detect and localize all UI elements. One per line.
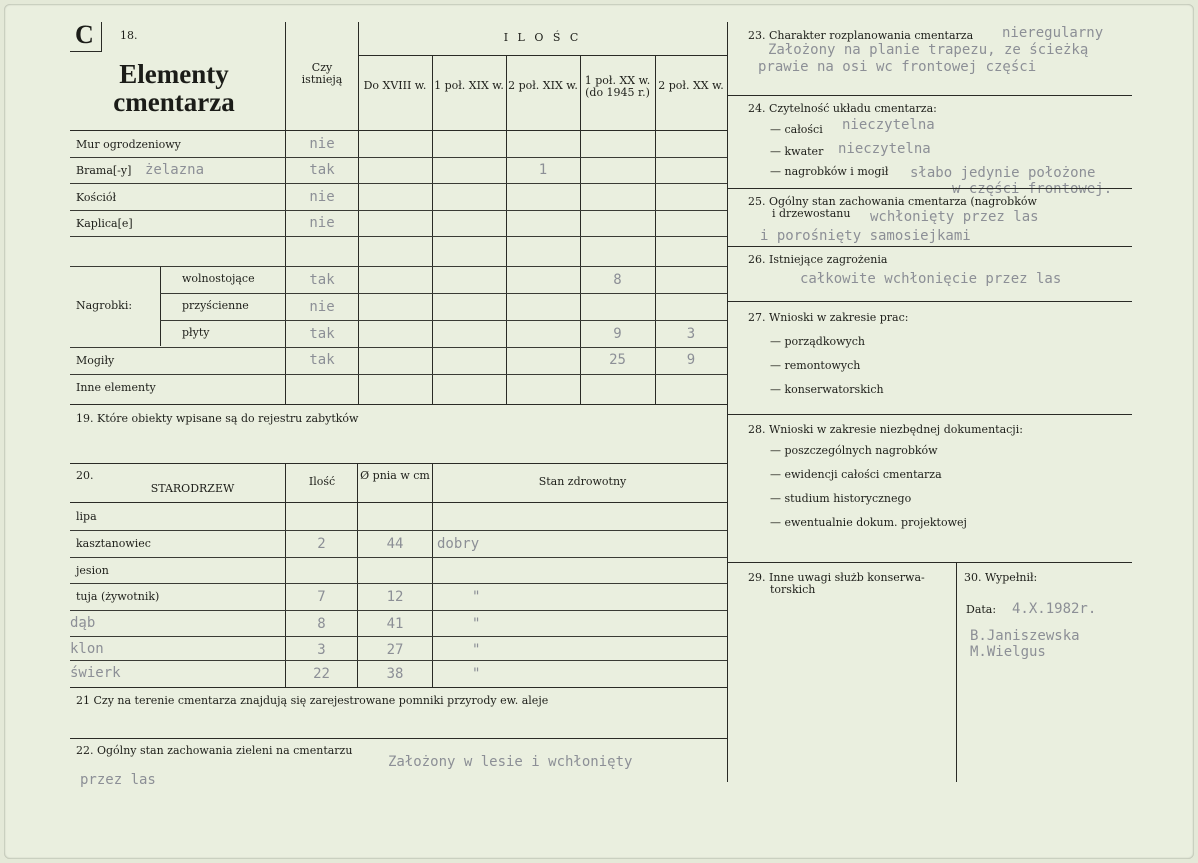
ilosc-header: I L O Ś C	[503, 31, 582, 44]
s27-bottom-rule	[728, 414, 1132, 415]
s29-label1: 29. Inne uwagi służb konserwa-	[748, 571, 925, 584]
s25-label2: i drzewostanu	[772, 207, 851, 220]
s24-label: 24. Czytelność układu cmentarza:	[748, 102, 937, 115]
period-value: 25	[609, 352, 626, 368]
col-line-p5	[655, 56, 656, 404]
s25-label1: 25. Ogólny stan zachowania cmentarza (nagrobków	[748, 195, 1037, 208]
letter-box-right	[101, 22, 102, 52]
tree-ilosc: 2	[317, 536, 326, 552]
header-rule-ilosc	[358, 55, 727, 56]
col-line-p2	[432, 56, 433, 404]
s27-item: — porządkowych	[770, 335, 865, 348]
s25-typed2: i porośnięty samosiejkami	[760, 228, 971, 244]
tree-stan: dobry	[437, 536, 480, 552]
period-value: 9	[686, 352, 696, 368]
row-rule	[70, 236, 727, 237]
title-line2: cmentarza	[113, 87, 235, 118]
element-czy: nie	[309, 215, 335, 231]
s28-label: 28. Wnioski w zakresie niezbędnej dokumentacji:	[748, 423, 1023, 436]
page-center-divider	[727, 22, 728, 782]
tree-row-rule	[70, 610, 727, 611]
mogily-label: Mogiły	[76, 354, 115, 367]
s25-bottom-rule	[728, 246, 1132, 247]
period-header: Do XVIII w.	[363, 79, 427, 92]
col-line-p4	[580, 56, 581, 404]
tree-pien: 12	[386, 589, 404, 605]
tree-row-rule	[70, 583, 727, 584]
s27-item: — konserwatorskich	[770, 383, 884, 396]
tree-row-rule	[70, 557, 727, 558]
s27-item: — remontowych	[770, 359, 861, 372]
element-czy: tak	[309, 162, 335, 178]
s22-typed-line2: przez las	[80, 772, 156, 788]
row-rule	[70, 266, 727, 267]
s24-item-kwater: — kwater	[770, 145, 824, 158]
section-letter: C	[75, 20, 94, 49]
tree-name: tuja (żywotnik)	[76, 590, 160, 603]
s20-bottom-rule	[70, 687, 727, 688]
section-title	[90, 60, 258, 117]
s24-overflow: w części frontowej.	[952, 181, 1113, 197]
s20-header-pien: Ø pnia w cm	[360, 469, 430, 482]
s26-bottom-rule	[728, 301, 1132, 302]
s30-label: 30. Wypełnił:	[964, 571, 1038, 584]
row-rule	[70, 183, 727, 184]
mogily-czy: tak	[309, 352, 335, 368]
s24-value-nagrobkow: słabo jedynie położone	[910, 165, 1096, 181]
row-rule	[160, 293, 727, 294]
s23-bottom-rule	[728, 95, 1132, 96]
s19-bottom-rule	[70, 463, 727, 464]
s23-typed2: Założony na planie trapezu, ze ścieżką	[768, 42, 1089, 58]
tree-pien: 41	[386, 616, 404, 632]
tree-stan: "	[472, 589, 481, 605]
s19-label: 19. Które obiekty wpisane są do rejestru zabytków	[76, 412, 359, 425]
row-rule	[70, 157, 727, 158]
nagrobki-czy: nie	[309, 299, 335, 315]
s22-label: 22. Ogólny stan zachowania zieleni na cmentarzu	[76, 744, 353, 757]
element-label: Kaplica[e]	[76, 217, 133, 230]
period-value: 8	[613, 272, 622, 288]
s20-col-pien-right	[432, 464, 433, 687]
s28-item: — poszczególnych nagrobków	[770, 444, 938, 457]
letter-box-bottom	[70, 51, 102, 52]
element-czy: nie	[309, 136, 335, 152]
s20-header-stan: Stan zdrowotny	[538, 475, 627, 488]
period-header: 1 poł. XX w. (do 1945 r.)	[584, 74, 651, 100]
table-top-rule	[70, 130, 727, 131]
nagrobki-sublabel: przyścienne	[182, 299, 249, 312]
s23-typed3: prawie na osi wc frontowej części	[758, 59, 1037, 75]
s24-item-nagrobkow: — nagrobków i mogił	[770, 165, 889, 178]
s28-item: — ewentualnie dokum. projektowej	[770, 516, 967, 529]
tree-row-rule	[70, 660, 727, 661]
tree-stan: "	[472, 616, 481, 632]
czy-istnieja-header: Czy istnieją	[301, 61, 343, 87]
s20-number: 20.	[76, 469, 94, 482]
element-label: Mur ogrodzeniowy	[76, 138, 181, 151]
s30-date-label: Data:	[966, 603, 997, 616]
s24-item-calosci: — całości	[770, 123, 823, 136]
row-rule	[160, 320, 727, 321]
s27-label: 27. Wnioski w zakresie prac:	[748, 311, 909, 324]
s20-header-ilosc: Ilość	[308, 475, 336, 488]
tree-ilosc: 3	[317, 642, 326, 658]
s21-bottom-rule	[70, 738, 727, 739]
s28-bottom-rule	[728, 562, 1132, 563]
s25-typed1: wchłonięty przez las	[870, 209, 1039, 225]
period-value: 9	[613, 326, 622, 342]
title-line1: Elementy	[119, 59, 229, 89]
tree-row-rule	[70, 636, 727, 637]
section-number: 18.	[120, 29, 138, 42]
element-label: Brama[-y]	[76, 164, 132, 177]
tree-name: lipa	[76, 510, 97, 523]
period-header: 2 poł. XIX w.	[508, 79, 578, 92]
table-bottom-rule	[70, 404, 727, 405]
s24-bottom-rule	[728, 188, 1132, 189]
s23-label: 23. Charakter rozplanowania cmentarza	[748, 29, 974, 42]
s23-typed1: nieregularny	[1002, 25, 1104, 41]
row-rule	[70, 374, 727, 375]
s30-name-1: B.Janiszewska	[970, 628, 1080, 644]
tree-name: jesion	[76, 564, 109, 577]
s30-date-value: 4.X.1982r.	[1012, 601, 1097, 617]
nagrobki-label: Nagrobki:	[76, 299, 133, 312]
s21-label: 21 Czy na terenie cmentarza znajdują się zarejestrowane pomniki przyrody ew. aleje	[76, 694, 549, 707]
tree-name: kasztanowiec	[76, 537, 151, 550]
s20-header-rule	[70, 502, 727, 503]
row-rule	[70, 210, 727, 211]
row-rule	[70, 347, 727, 348]
tree-name: klon	[70, 641, 104, 657]
s28-item: — ewidencji całości cmentarza	[770, 468, 942, 481]
s29-s30-divider	[956, 563, 957, 782]
tree-ilosc: 8	[317, 616, 326, 632]
s20-header-starodrzew: STARODRZEW	[150, 482, 235, 495]
s29-label2: torskich	[770, 583, 816, 596]
nagrobki-divider	[160, 266, 161, 346]
tree-row-rule	[70, 530, 727, 531]
tree-name: świerk	[70, 665, 121, 681]
tree-pien: 38	[386, 666, 404, 682]
s30-name-2: M.Wielgus	[970, 644, 1046, 660]
inne-label: Inne elementy	[76, 381, 156, 394]
tree-pien: 44	[386, 536, 404, 552]
period-header: 1 poł. XIX w.	[434, 79, 504, 92]
period-value: 1	[538, 162, 548, 178]
tree-stan: "	[472, 666, 481, 682]
period-header: 2 poł. XX w.	[658, 79, 724, 92]
element-czy: nie	[309, 189, 335, 205]
s22-typed-line1: Założony w lesie i wchłonięty	[388, 754, 633, 770]
tree-ilosc: 22	[313, 666, 330, 682]
nagrobki-czy: tak	[309, 272, 335, 288]
element-typed: żelazna	[145, 162, 205, 178]
tree-name: dąb	[70, 615, 96, 631]
s26-label: 26. Istniejące zagrożenia	[748, 253, 888, 266]
tree-ilosc: 7	[317, 589, 326, 605]
period-value: 3	[686, 326, 696, 342]
s26-typed: całkowite wchłonięcie przez las	[800, 271, 1062, 287]
element-label: Kościół	[76, 191, 117, 204]
s24-value-calosci: nieczytelna	[842, 117, 935, 133]
s28-item: — studium historycznego	[770, 492, 912, 505]
tree-stan: "	[472, 642, 481, 658]
nagrobki-czy: tak	[309, 326, 335, 342]
col-line-p3	[506, 56, 507, 404]
tree-pien: 27	[386, 642, 404, 658]
nagrobki-sublabel: wolnostojące	[182, 272, 255, 285]
nagrobki-sublabel: płyty	[182, 326, 210, 339]
s24-value-kwater: nieczytelna	[838, 141, 931, 157]
